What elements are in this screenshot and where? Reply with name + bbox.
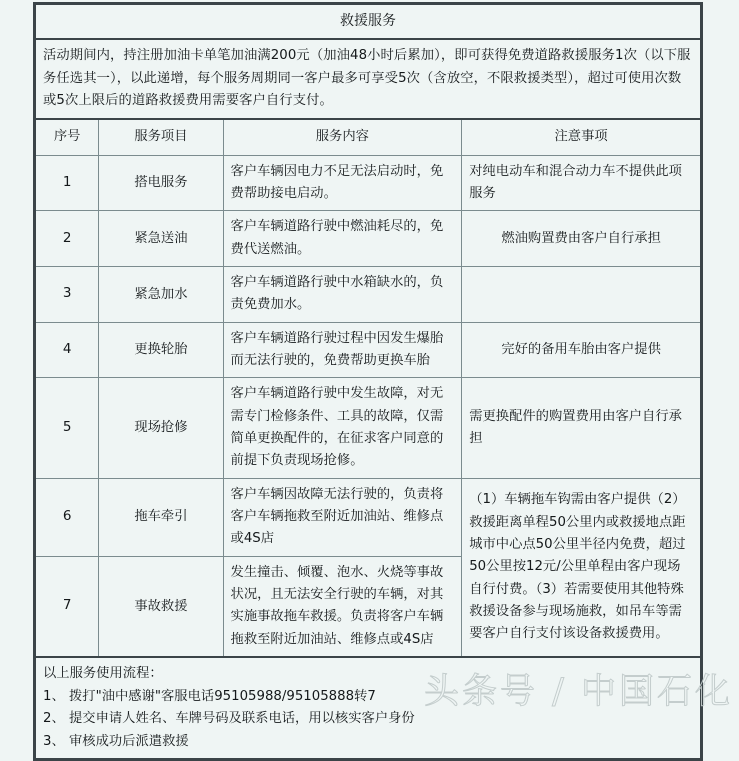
service-process-step xyxy=(43,731,693,754)
service-notes: 完好的备用车胎由客户提供 xyxy=(462,322,702,378)
column-header-content: 服务内容 xyxy=(223,119,462,155)
service-process-step xyxy=(43,686,693,709)
step-text: 拨打"油中感谢"客服电话95105988/95105888转7 xyxy=(69,688,376,704)
step-number: 2、 xyxy=(43,711,65,727)
step-text: 审核成功后派遣救援 xyxy=(69,733,189,749)
column-header-item: 服务项目 xyxy=(99,119,223,155)
service-item-name: 紧急加水 xyxy=(99,267,223,323)
service-item-name: 现场抢修 xyxy=(99,378,223,478)
table-row xyxy=(35,267,702,323)
step-number: 3、 xyxy=(43,733,65,749)
column-header-notes: 注意事项 xyxy=(462,119,702,155)
service-notes: 对纯电动车和混合动力车不提供此项服务 xyxy=(462,155,702,211)
table-header-row xyxy=(35,119,702,155)
table-body xyxy=(35,155,702,657)
column-header-no: 序号 xyxy=(35,119,99,155)
service-notes: （1）车辆拖车钩需由客户提供（2）救援距离单程50公里内或救援地点距城市中心点50公里半径内免费，超过50公里按12元/公里单程由客户现场自行付费。（3）若需要使用其他特殊救援设备参与现场施救，如吊车等需要客户自行支付该设备救援费用。 xyxy=(462,478,702,657)
service-item-name: 拖车牵引 xyxy=(99,478,223,556)
table-footer-row xyxy=(35,657,702,760)
service-item-name: 紧急送油 xyxy=(99,211,223,267)
table-intro-row xyxy=(35,39,702,120)
table-row xyxy=(35,155,702,211)
service-item-name: 更换轮胎 xyxy=(99,322,223,378)
service-content: 客户车辆道路行驶过程中因发生爆胎而无法行驶的，免费帮助更换车胎 xyxy=(223,322,462,378)
service-content: 发生撞击、倾覆、泡水、火烧等事故状况，且无法安全行驶的车辆，对其实施事故拖车救援。负责将客户车辆拖救至附近加油站、维修点或4S店 xyxy=(223,556,462,657)
rescue-service-table xyxy=(33,2,703,761)
row-number: 2 xyxy=(35,211,99,267)
service-process-step xyxy=(43,708,693,731)
table-title-row xyxy=(35,4,702,39)
row-number: 4 xyxy=(35,322,99,378)
service-process-cell xyxy=(35,657,702,760)
row-number: 5 xyxy=(35,378,99,478)
row-number: 7 xyxy=(35,556,99,657)
service-content: 客户车辆道路行驶中发生故障，对无需专门检修条件、工具的故障，仅需简单更换配件的，在征求客户同意的前提下负责现场抢修。 xyxy=(223,378,462,478)
step-number: 1、 xyxy=(43,688,65,704)
row-number: 6 xyxy=(35,478,99,556)
table-row xyxy=(35,322,702,378)
step-text: 提交申请人姓名、车牌号码及联系电话，用以核实客户身份 xyxy=(69,711,415,727)
table-row xyxy=(35,478,702,556)
service-item-name: 事故救援 xyxy=(99,556,223,657)
row-number: 1 xyxy=(35,155,99,211)
service-notes: 燃油购置费由客户自行承担 xyxy=(462,211,702,267)
service-process-steps xyxy=(43,686,693,754)
intro-paragraph: 活动期间内，持注册加油卡单笔加油满200元（加油48小时后累加），即可获得免费道路救援服务1次（以下服务任选其一），以此递增，每个服务周期同一客户最多可享受5次（含放空，不限救援类型），超过可使用次数或5次上限后的道路救援费用需要客户自行支付。 xyxy=(43,47,691,109)
document-title: 救援服务 xyxy=(35,4,702,39)
row-number: 3 xyxy=(35,267,99,323)
intro-paragraph-cell xyxy=(35,39,702,120)
service-content: 客户车辆因故障无法行驶的，负责将客户车辆拖救至附近加油站、维修点或4S店 xyxy=(223,478,462,556)
service-process-heading: 以上服务使用流程： xyxy=(43,666,163,682)
service-notes: 需更换配件的购置费用由客户自行承担 xyxy=(462,378,702,478)
table-row xyxy=(35,211,702,267)
service-content: 客户车辆因电力不足无法启动时，免费帮助接电启动。 xyxy=(223,155,462,211)
service-content: 客户车辆道路行驶中燃油耗尽的，免费代送燃油。 xyxy=(223,211,462,267)
service-item-name: 搭电服务 xyxy=(99,155,223,211)
service-content: 客户车辆道路行驶中水箱缺水的，负责免费加水。 xyxy=(223,267,462,323)
service-notes xyxy=(462,267,702,323)
table-row xyxy=(35,378,702,478)
